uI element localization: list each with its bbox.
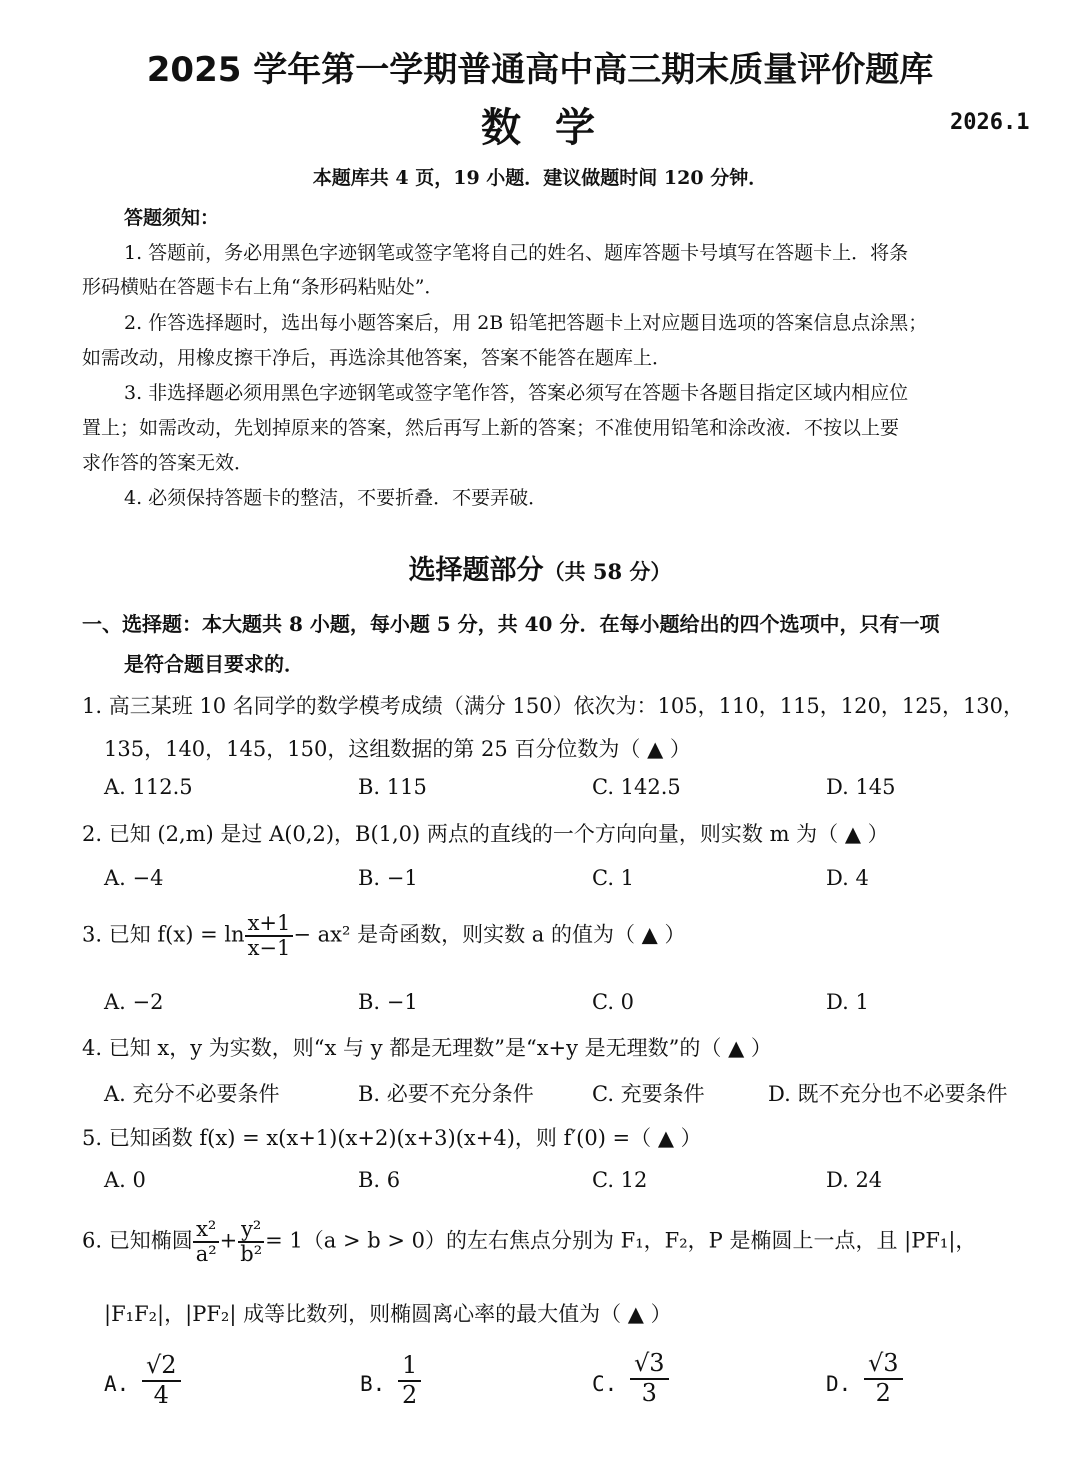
instruction-line: 求作答的答案无效． xyxy=(82,452,254,474)
instruction-line: 置上；如需改动，先划掉原来的答案，然后再写上新的答案；不准使用铅笔和涂改液．不按以上要 xyxy=(82,417,900,439)
q3-option-c: C. 0 xyxy=(592,990,635,1014)
q2-option-d: D. 4 xyxy=(826,866,869,890)
q6-fraction-y xyxy=(237,1218,265,1266)
instruction-line: 形码横贴在答题卡右上角“条形码粘贴处”． xyxy=(82,276,444,298)
q6-option-a-letter: A. xyxy=(104,1372,130,1396)
instruction-line: 3. 非选择题必须用黑色字迹钢笔或签字笔作答，答案必须写在答题卡各题目指定区域内相应位 xyxy=(124,382,909,404)
exam-summary: 本题库共 4 页，19 小题．建议做题时间 120 分钟． xyxy=(312,167,768,189)
q3-suffix: − ax² 是奇函数，则实数 a 的值为（ ▲ ） xyxy=(293,922,686,947)
q4-option-c: C. 充要条件 xyxy=(592,1082,705,1106)
q5-option-d: D. 24 xyxy=(826,1168,883,1192)
exam-title: 2025 学年第一学期普通高中高三期末质量评价题库 xyxy=(146,50,934,90)
section-title: 选择题部分 xyxy=(408,555,544,586)
q6-frac-y-num: y² xyxy=(238,1218,264,1243)
q4-option-d: D. 既不充分也不必要条件 xyxy=(768,1082,1008,1106)
q6-option-b-fraction xyxy=(398,1352,421,1409)
q6-prefix: 6. 已知椭圆 xyxy=(82,1228,193,1253)
part-intro: 一、选择题：本大题共 8 小题，每小题 5 分，共 40 分．在每小题给出的四个选项中，只有一项 xyxy=(82,612,940,636)
question-6-line2: |F₁F₂|，|PF₂| 成等比数列，则椭圆离心率的最大值为（ ▲ ） xyxy=(104,1302,672,1326)
q6-option-b-num: 1 xyxy=(398,1352,421,1382)
q6-option-c-letter: C. xyxy=(592,1372,618,1396)
q6-option-d-den: 2 xyxy=(875,1378,891,1407)
section-heading xyxy=(0,548,1080,587)
q1-option-d: D. 145 xyxy=(826,775,896,799)
q3-option-b: B. −1 xyxy=(358,990,418,1014)
q6-option-d-fraction xyxy=(864,1350,903,1407)
q4-option-a: A. 充分不必要条件 xyxy=(104,1082,280,1106)
q5-option-a: A. 0 xyxy=(104,1168,146,1192)
instructions-heading: 答题须知： xyxy=(124,207,220,229)
q5-option-b: B. 6 xyxy=(358,1168,401,1192)
q6-option-c-num: √3 xyxy=(630,1350,669,1380)
q6-suffix: = 1（a > b > 0）的左右焦点分别为 F₁，F₂，P 是椭圆上一点，且 |PF₁|， xyxy=(265,1228,977,1253)
q3-prefix: 3. 已知 f(x) = ln xyxy=(82,922,245,947)
q6-option-a-den: 4 xyxy=(153,1380,169,1409)
instruction-line: 1. 答题前，务必用黑色字迹钢笔或签字笔将自己的姓名、题库答题卡号填写在答题卡上．将条 xyxy=(124,242,909,264)
q6-frac-y-den: b² xyxy=(240,1242,263,1267)
q2-option-a: A. −4 xyxy=(104,866,164,890)
q6-option-d-letter: D. xyxy=(826,1372,852,1396)
q6-option-c-fraction xyxy=(630,1350,669,1407)
question-1-line1: 1. 高三某班 10 名同学的数学模考成绩（满分 150）依次为：105，110，115，120，125，130， xyxy=(82,694,1025,718)
q3-frac-denominator: x−1 xyxy=(247,936,291,961)
q6-option-b-letter: B. xyxy=(360,1372,386,1396)
q2-option-c: C. 1 xyxy=(592,866,635,890)
q1-option-a: A. 112.5 xyxy=(104,775,193,799)
instruction-line: 2. 作答选择题时，选出每小题答案后，用 2B 铅笔把答题卡上对应题目选项的答案信息点涂黑； xyxy=(124,312,928,334)
q6-option-b-den: 2 xyxy=(402,1380,418,1409)
q1-option-b: B. 115 xyxy=(358,775,427,799)
q3-fraction xyxy=(245,912,294,960)
question-6-line1 xyxy=(82,1218,976,1266)
question-1-line2: 135，140，145，150，这组数据的第 25 百分位数为（ ▲ ） xyxy=(104,737,691,761)
q6-option-d-num: √3 xyxy=(864,1350,903,1380)
q4-option-b: B. 必要不充分条件 xyxy=(358,1082,534,1106)
q6-frac-x-den: a² xyxy=(195,1242,217,1267)
exam-date: 2026.1 xyxy=(950,110,1030,135)
part-intro-cont: 是符合题目要求的． xyxy=(124,652,304,676)
question-4: 4. 已知 x，y 为实数，则“x 与 y 都是无理数”是“x+y 是无理数”的（ ▲ ） xyxy=(82,1036,772,1060)
question-2: 2. 已知 (2,m) 是过 A(0,2)，B(1,0) 两点的直线的一个方向向量，则实数 m 为（ ▲ ） xyxy=(82,822,889,846)
q1-option-c: C. 142.5 xyxy=(592,775,681,799)
section-points: （共 58 分） xyxy=(543,559,672,584)
q6-fraction-x xyxy=(193,1218,220,1266)
q2-option-b: B. −1 xyxy=(358,866,418,890)
q6-frac-x-num: x² xyxy=(193,1218,219,1243)
q3-option-a: A. −2 xyxy=(104,990,164,1014)
instruction-line: 如需改动，用橡皮擦干净后，再选涂其他答案，答案不能答在题库上． xyxy=(82,347,672,369)
question-5: 5. 已知函数 f(x) = x(x+1)(x+2)(x+3)(x+4)，则 f′(0) =（ ▲ ） xyxy=(82,1126,702,1150)
q3-frac-numerator: x+1 xyxy=(245,912,294,937)
instruction-line: 4. 必须保持答题卡的整洁，不要折叠．不要弄破． xyxy=(124,487,548,509)
q6-plus: + xyxy=(219,1228,238,1253)
q5-option-c: C. 12 xyxy=(592,1168,648,1192)
subject-title: 数学 xyxy=(481,105,629,151)
q6-option-a-num: √2 xyxy=(142,1352,181,1382)
q3-option-d: D. 1 xyxy=(826,990,869,1014)
q6-option-a-fraction xyxy=(142,1352,181,1409)
q6-option-c-den: 3 xyxy=(641,1378,657,1407)
question-3 xyxy=(82,912,686,960)
